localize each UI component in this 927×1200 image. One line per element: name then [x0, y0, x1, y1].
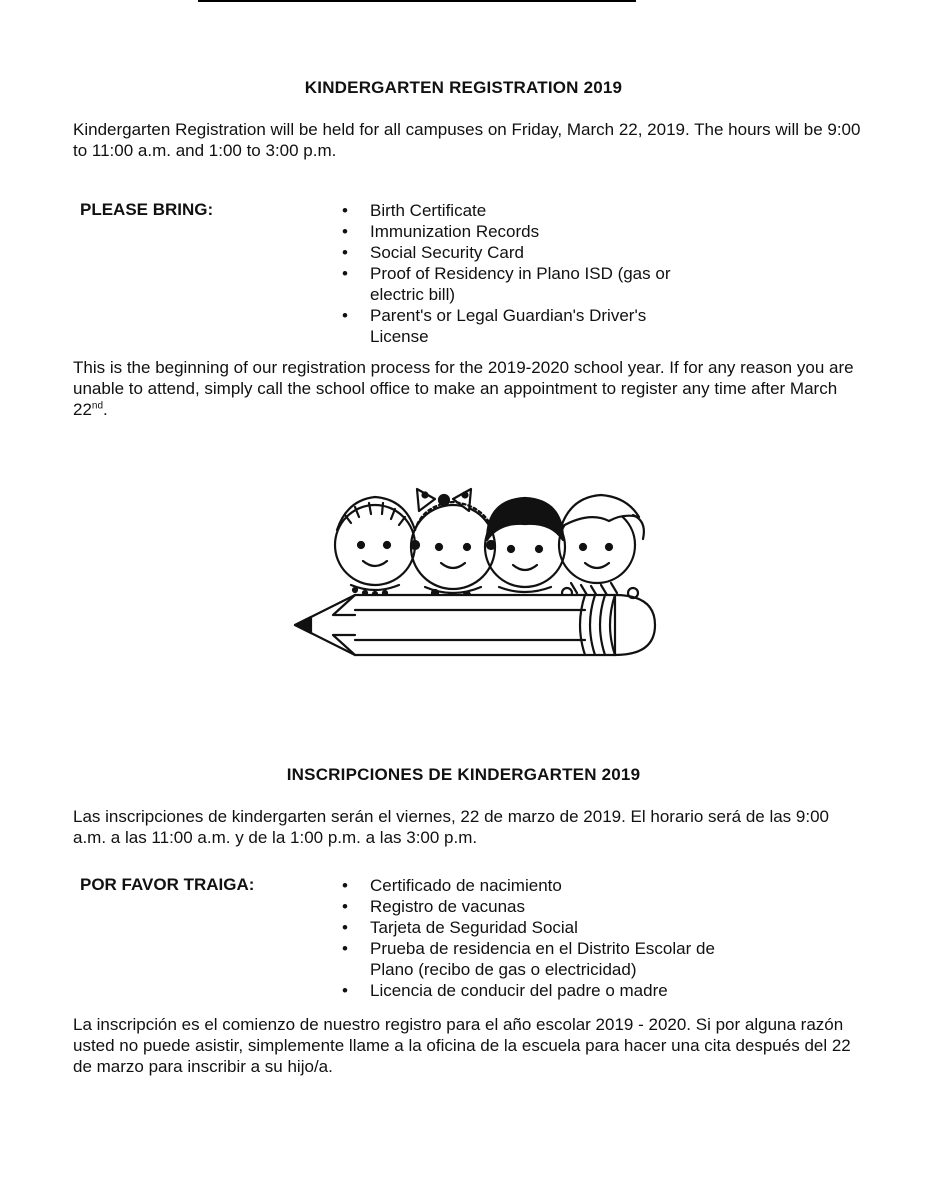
english-closing-text: This is the beginning of our registration process for the 2019-2020 school year. If for any reason you are unable to attend, simply call the school office to make an appointment to register any time after March 22 — [73, 358, 854, 419]
list-item: • Immunization Records — [340, 221, 730, 242]
spanish-bring-list — [340, 875, 730, 1001]
english-intro: Kindergarten Registration will be held for all campuses on Friday, March 22, 2019. The hours will be 9:00 to 11:00 a.m. and 1:00 to 3:00 p.m. — [73, 120, 861, 160]
top-divider — [198, 0, 636, 2]
spanish-bring-label: POR FAVOR TRAIGA: — [80, 875, 255, 894]
list-item: • Certificado de nacimiento — [340, 875, 730, 896]
spanish-title: INSCRIPCIONES DE KINDERGARTEN 2019 — [286, 765, 641, 784]
list-item: • Parent's or Legal Guardian's Driver's License — [340, 305, 700, 347]
list-item: • Licencia de conducir del padre o madre — [340, 980, 730, 1001]
list-item: • Birth Certificate — [340, 200, 730, 221]
child-face-1 — [335, 497, 415, 596]
list-item: • Tarjeta de Seguridad Social — [340, 917, 730, 938]
english-closing-period: . — [103, 400, 108, 419]
english-closing — [73, 357, 863, 420]
spanish-closing: La inscripción es el comienzo de nuestro registro para el año escolar 2019 - 2020. Si por alguna razón usted no puede asistir, simplemente llame a la oficina de la escuela para hacer una cita después del 22 de marzo para inscribir a su hijo/a. — [73, 1015, 851, 1076]
child-face-2 — [411, 489, 495, 600]
list-item: • Prueba de residencia en el Distrito Escolar de Plano (recibo de gas o electricidad) — [340, 938, 740, 980]
list-item: • Social Security Card — [340, 242, 730, 263]
english-bring-list — [340, 200, 730, 347]
child-face-4 — [559, 495, 644, 598]
english-title: KINDERGARTEN REGISTRATION 2019 — [304, 78, 623, 97]
children-pencil-illustration — [285, 485, 665, 665]
child-face-3 — [485, 498, 565, 592]
pencil — [295, 595, 655, 655]
list-item: • Proof of Residency in Plano ISD (gas or electric bill) — [340, 263, 700, 305]
spanish-intro: Las inscripciones de kindergarten serán el viernes, 22 de marzo de 2019. El horario será de las 9:00 a.m. a las 11:00 a.m. y de la 1:00 p.m. a las 3:00 p.m. — [73, 807, 829, 847]
ordinal-suffix: nd — [91, 400, 104, 412]
english-bring-label: PLEASE BRING: — [80, 200, 214, 219]
list-item: • Registro de vacunas — [340, 896, 730, 917]
